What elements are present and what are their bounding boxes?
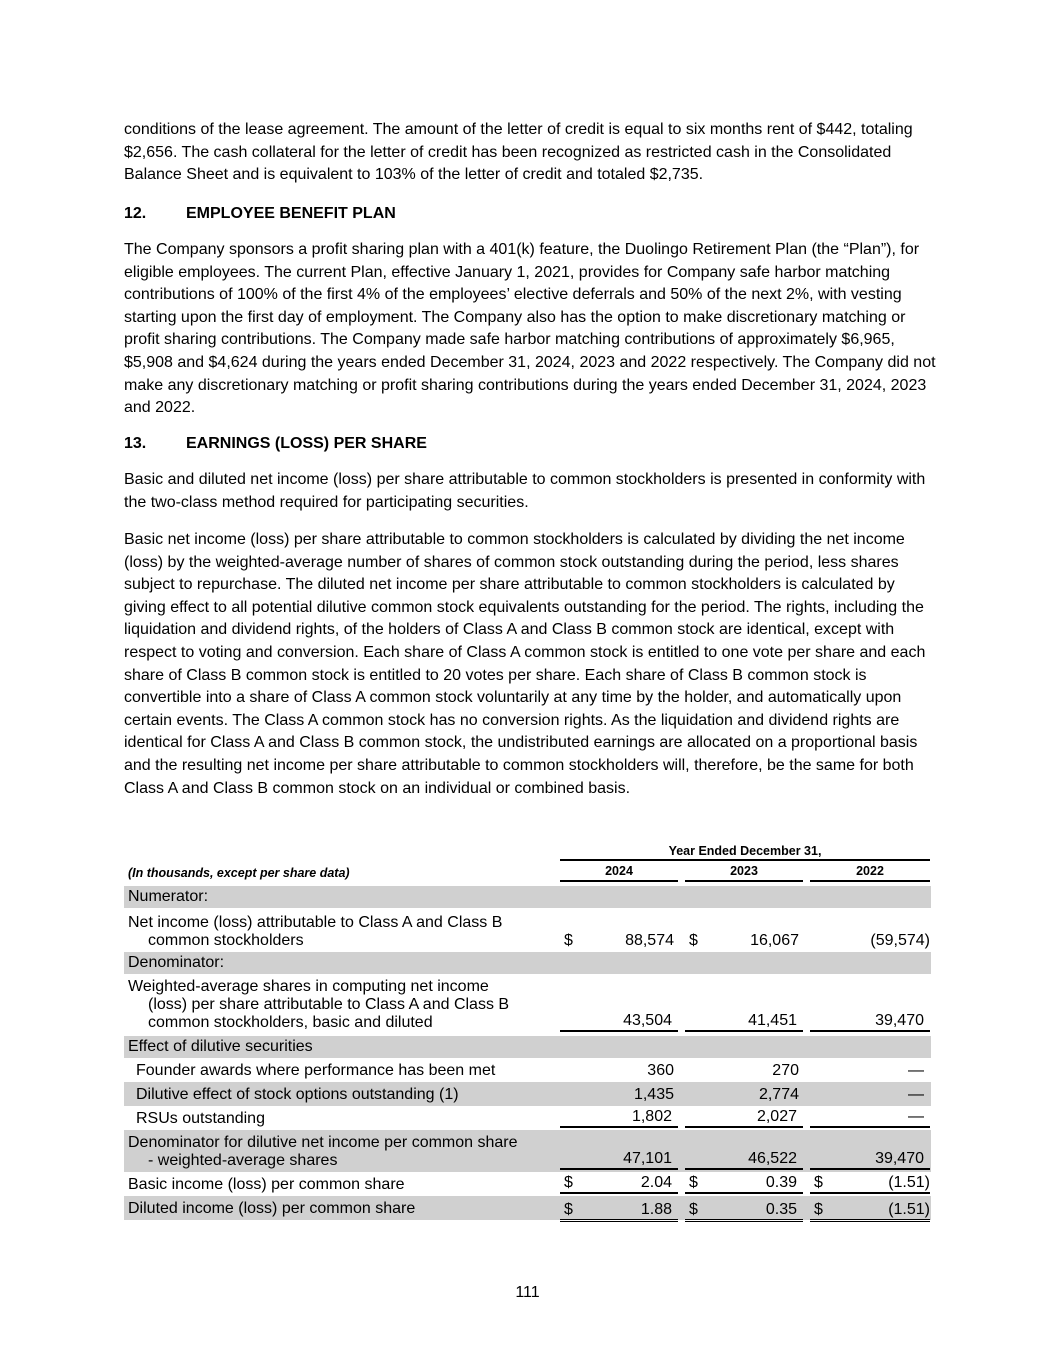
table-row-rsus <box>124 1106 931 1130</box>
heading-number: 13. <box>124 435 147 452</box>
cell-value: — <box>908 1062 924 1079</box>
cell-value: 41,451 <box>748 1012 797 1029</box>
cell-value: 1,435 <box>633 1086 674 1103</box>
cell-value: 0.39 <box>765 1174 797 1191</box>
cell-value: (1.51) <box>888 1201 930 1218</box>
cell-value: 46,522 <box>748 1150 797 1167</box>
table-row-basic-eps <box>124 1172 931 1196</box>
row-label: Diluted income (loss) per common share <box>128 1200 416 1217</box>
table-row-numerator <box>124 886 931 908</box>
row-label: Basic income (loss) per common share <box>128 1176 405 1193</box>
heading-title: EARNINGS (LOSS) PER SHARE <box>186 435 427 452</box>
year-header-2023: 2023 <box>685 862 803 882</box>
row-label: Net income (loss) attributable to Class A and Class B <box>128 914 503 931</box>
cell-value: 0.35 <box>765 1201 797 1218</box>
row-label: Weighted-average shares in computing net income <box>128 978 489 995</box>
currency-symbol: $ <box>689 1174 698 1191</box>
section-heading-12 <box>124 205 396 223</box>
row-label: Founder awards where performance has been met <box>136 1062 496 1079</box>
row-label: Effect of dilutive securities <box>128 1038 313 1055</box>
row-label: Dilutive effect of stock options outstanding (1) <box>136 1086 459 1103</box>
cell-value: — <box>908 1108 924 1125</box>
currency-symbol: $ <box>689 932 698 949</box>
benefit-paragraph: The Company sponsors a profit sharing plan with a 401(k) feature, the Duolingo Retirement Plan (the “Plan”), for eligible employees. The current Plan, effective January 1, 2021, provides for Company safe harbor matching contributions of 100% of the first 4% of the employees’ elective deferrals and 50% of the next 2%, with vesting starting upon the first day of employment. The Company also has the option to make discretionary matching or profit sharing contributions. The Company made safe harbor matching contributions of approximately $6,965, $5,908 and $4,624 during the years ended December 31, 2024, 2023 and 2022 respectively. The Company did not make any discretionary matching or profit sharing contributions during the years ended December 31, 2024, 2023 and 2022. <box>124 241 936 417</box>
units-note: (In thousands, except per share data) <box>128 866 350 880</box>
cell-value: 88,574 <box>625 932 674 949</box>
row-label: Denominator for dilutive net income per common share <box>128 1134 518 1151</box>
eps-paragraph-2: Basic net income (loss) per share attributable to common stockholders is calculated by dividing the net income (loss) by the weighted-average number of shares of common stock outstanding during the period, less shares subject to repurchase. The diluted net income per share attributable to common stockholders is calculated by giving effect to all potential dilutive common stock equivalents outstanding for the period. The rights, including the liquidation and dividend rights, of the holders of Class A and Class B common stock are identical, except with respect to voting and conversion. Each share of Class A common stock is entitled to one vote per share and each share of Class B common stock is entitled to 20 votes per share. Each share of Class B common stock is convertible into a share of Class A common stock voluntarily at any time by the holder, and automatically upon certain events. The Class A common stock has no conversion rights. As the liquidation and dividend rights are identical for Class A and Class B common stock, the undistributed earnings are allocated on a proportional basis and the resulting net income per share attributable to common stockholders will, therefore, be the same for both Class A and Class B common stock on an individual or combined basis. <box>124 531 926 797</box>
cell-value: 2.04 <box>640 1174 672 1191</box>
table-row-weighted-average <box>124 974 931 1034</box>
row-label: - weighted-average shares <box>148 1152 338 1169</box>
row-label: (loss) per share attributable to Class A and Class B <box>148 996 510 1013</box>
year-header-2022: 2022 <box>810 862 930 882</box>
cell-value: (59,574) <box>870 932 930 949</box>
eps-table <box>124 842 931 1220</box>
currency-symbol: $ <box>814 1174 823 1191</box>
section-heading-13 <box>124 435 427 453</box>
cell-value: 2,027 <box>756 1108 797 1125</box>
row-label: RSUs outstanding <box>136 1110 265 1127</box>
table-row-denominator-diluted <box>124 1130 931 1172</box>
cell-value: 2,774 <box>758 1086 799 1103</box>
row-label: Numerator: <box>128 888 209 905</box>
currency-symbol: $ <box>814 1201 823 1218</box>
row-label: common stockholders <box>148 932 304 949</box>
table-row-founder <box>124 1058 931 1082</box>
cell-value: (1.51) <box>888 1174 930 1191</box>
heading-title: EMPLOYEE BENEFIT PLAN <box>186 205 396 222</box>
cell-value: 43,504 <box>623 1012 672 1029</box>
currency-symbol: $ <box>689 1201 698 1218</box>
cell-value: 39,470 <box>875 1012 924 1029</box>
table-row-net-income <box>124 908 931 952</box>
eps-paragraph-1: Basic and diluted net income (loss) per share attributable to common stockholders is presented in conformity with the two-class method required for participating securities. <box>124 471 926 511</box>
table-row-effect <box>124 1036 931 1058</box>
table-row-diluted-eps <box>124 1196 931 1220</box>
page-number: 111 <box>515 1284 540 1301</box>
cell-value: 16,067 <box>750 932 799 949</box>
cell-value: — <box>908 1086 924 1103</box>
currency-symbol: $ <box>564 1174 573 1191</box>
cell-value: 270 <box>772 1062 799 1079</box>
cell-value: 1,802 <box>631 1108 672 1125</box>
row-label: common stockholders, basic and diluted <box>148 1014 433 1031</box>
heading-number: 12. <box>124 205 147 222</box>
period-header: Year Ended December 31, <box>560 844 930 861</box>
row-label: Denominator: <box>128 954 225 971</box>
table-row-options <box>124 1082 931 1106</box>
cell-value: 47,101 <box>623 1150 672 1167</box>
lease-paragraph: conditions of the lease agreement. The amount of the letter of credit is equal to six months rent of $442, totaling $2,656. The cash collateral for the letter of credit has been recognized as restricted cash in the Consolidated Balance Sheet and is equivalent to 103% of the letter of credit and totaled $2,735. <box>124 121 913 184</box>
table-row-denominator <box>124 952 931 974</box>
currency-symbol: $ <box>564 1201 573 1218</box>
cell-value: 1.88 <box>640 1201 672 1218</box>
cell-value: 39,470 <box>875 1150 924 1167</box>
currency-symbol: $ <box>564 932 573 949</box>
cell-value: 360 <box>647 1062 674 1079</box>
year-header-2024: 2024 <box>560 862 678 882</box>
